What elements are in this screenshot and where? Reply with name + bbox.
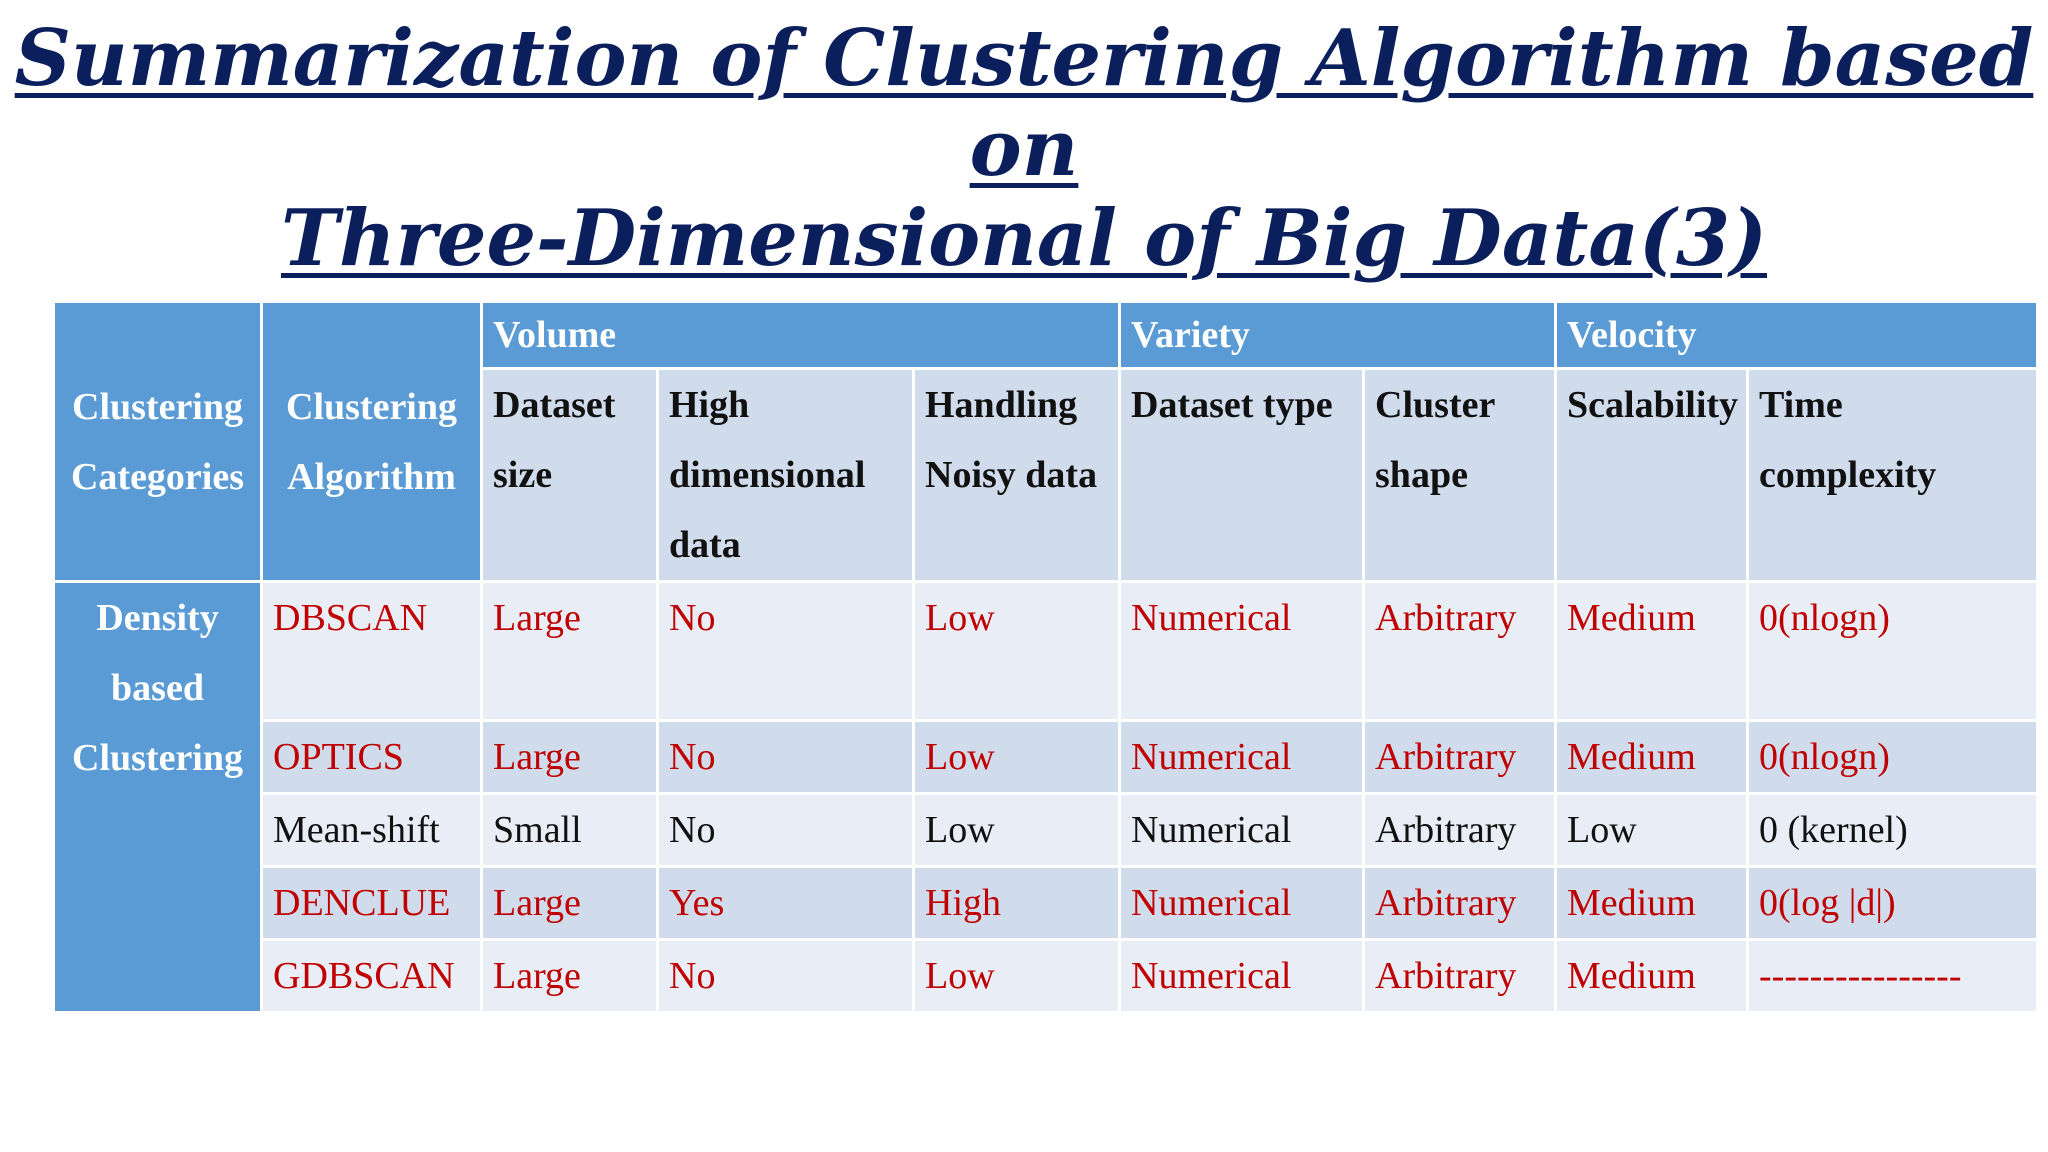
high-dimensional-cell: No bbox=[658, 582, 914, 721]
algorithm-cell: DBSCAN bbox=[262, 582, 482, 721]
cluster-shape-cell: Arbitrary bbox=[1364, 582, 1556, 721]
dataset-type-cell: Numerical bbox=[1120, 582, 1364, 721]
clustering-summary-table bbox=[52, 300, 2039, 1014]
dataset-size-cell: Large bbox=[482, 940, 658, 1013]
time-complexity-cell: 0(log |d|) bbox=[1748, 867, 2038, 940]
header-group-row bbox=[54, 302, 2038, 369]
header-dataset-size: Dataset size bbox=[482, 369, 658, 582]
scalability-cell: Medium bbox=[1556, 721, 1748, 794]
header-cluster-shape: Cluster shape bbox=[1364, 369, 1556, 582]
title-line-2: Three-Dimensional of Big Data(3) bbox=[280, 193, 1768, 284]
cluster-shape-cell: Arbitrary bbox=[1364, 721, 1556, 794]
high-dimensional-cell: No bbox=[658, 794, 914, 867]
algorithm-cell: Mean-shift bbox=[262, 794, 482, 867]
table-row bbox=[54, 940, 2038, 1013]
time-complexity-cell: 0(nlogn) bbox=[1748, 721, 2038, 794]
scalability-cell: Medium bbox=[1556, 867, 1748, 940]
header-dataset-type: Dataset type bbox=[1120, 369, 1364, 582]
dataset-size-cell: Large bbox=[482, 867, 658, 940]
header-handling-noisy-data: Handling Noisy data bbox=[914, 369, 1120, 582]
dataset-type-cell: Numerical bbox=[1120, 794, 1364, 867]
dataset-type-cell: Numerical bbox=[1120, 721, 1364, 794]
scalability-cell: Medium bbox=[1556, 582, 1748, 721]
dataset-type-cell: Numerical bbox=[1120, 867, 1364, 940]
time-complexity-cell: ---------------- bbox=[1748, 940, 2038, 1013]
dataset-size-cell: Large bbox=[482, 582, 658, 721]
header-high-dimensional-data: High dimensional data bbox=[658, 369, 914, 582]
noisy-data-cell: Low bbox=[914, 940, 1120, 1013]
cluster-shape-cell: Arbitrary bbox=[1364, 794, 1556, 867]
category-density-based-clustering: Density based Clustering bbox=[54, 582, 262, 1013]
algorithm-cell: DENCLUE bbox=[262, 867, 482, 940]
noisy-data-cell: Low bbox=[914, 721, 1120, 794]
noisy-data-cell: Low bbox=[914, 582, 1120, 721]
high-dimensional-cell: No bbox=[658, 940, 914, 1013]
dataset-size-cell: Small bbox=[482, 794, 658, 867]
cluster-shape-cell: Arbitrary bbox=[1364, 867, 1556, 940]
scalability-cell: Medium bbox=[1556, 940, 1748, 1013]
table-row bbox=[54, 794, 2038, 867]
noisy-data-cell: Low bbox=[914, 794, 1120, 867]
time-complexity-cell: 0 (kernel) bbox=[1748, 794, 2038, 867]
scalability-cell: Low bbox=[1556, 794, 1748, 867]
table-row bbox=[54, 721, 2038, 794]
slide-title bbox=[0, 14, 2048, 284]
header-scalability: Scalability bbox=[1556, 369, 1748, 582]
algorithm-cell: GDBSCAN bbox=[262, 940, 482, 1013]
header-group-velocity: Velocity bbox=[1556, 302, 2038, 369]
time-complexity-cell: 0(nlogn) bbox=[1748, 582, 2038, 721]
table-row bbox=[54, 582, 2038, 721]
title-line-1: Summarization of Clustering Algorithm based on bbox=[14, 13, 2034, 194]
high-dimensional-cell: Yes bbox=[658, 867, 914, 940]
high-dimensional-cell: No bbox=[658, 721, 914, 794]
header-group-variety: Variety bbox=[1120, 302, 1556, 369]
header-group-volume: Volume bbox=[482, 302, 1120, 369]
header-time-complexity: Time complexity bbox=[1748, 369, 2038, 582]
noisy-data-cell: High bbox=[914, 867, 1120, 940]
header-clustering-categories: Clustering Categories bbox=[54, 302, 262, 582]
table-row bbox=[54, 867, 2038, 940]
cluster-shape-cell: Arbitrary bbox=[1364, 940, 1556, 1013]
dataset-type-cell: Numerical bbox=[1120, 940, 1364, 1013]
header-clustering-algorithm: Clustering Algorithm bbox=[262, 302, 482, 582]
dataset-size-cell: Large bbox=[482, 721, 658, 794]
algorithm-cell: OPTICS bbox=[262, 721, 482, 794]
